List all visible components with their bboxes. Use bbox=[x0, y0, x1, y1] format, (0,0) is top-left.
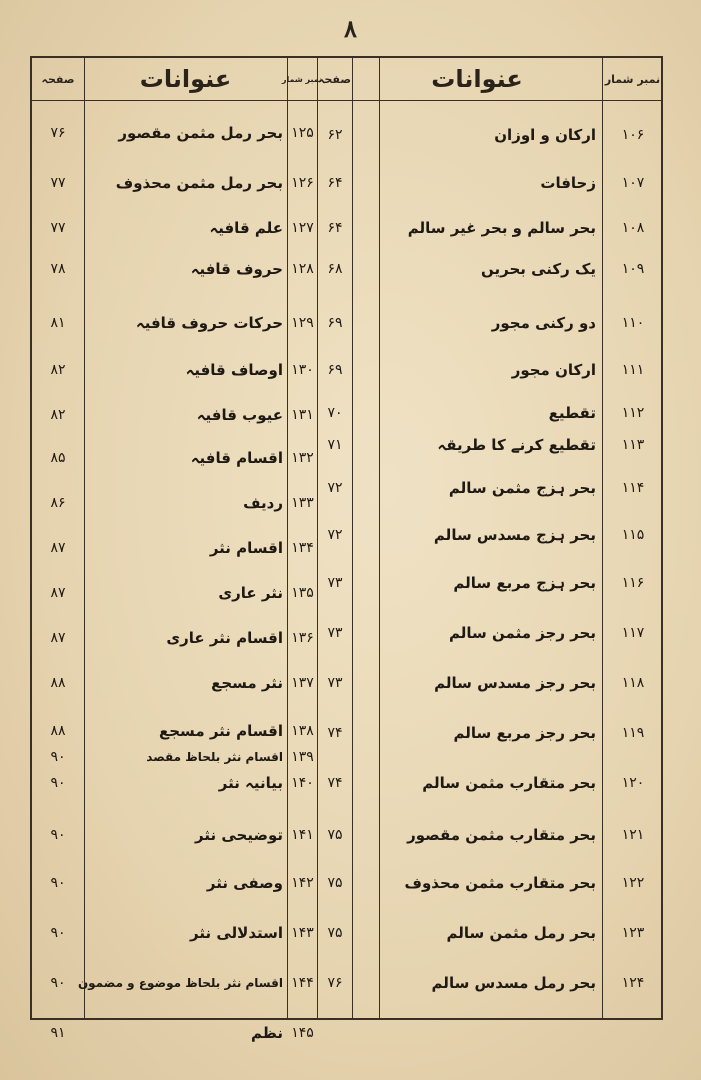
entry-page: ۷۵ bbox=[327, 925, 343, 941]
entry-page: ۷۵ bbox=[327, 827, 343, 843]
entry-page: ۷۴ bbox=[327, 725, 343, 741]
entry-serial: ۱۳۹ bbox=[291, 749, 314, 765]
entry-serial: ۱۲۸ bbox=[291, 261, 314, 277]
entry-title: اقسام نثر مسجع bbox=[159, 722, 283, 740]
entry-title: عیوب قافیہ bbox=[196, 406, 283, 424]
entry-page: ۹۰ bbox=[50, 975, 66, 991]
entry-title: ارکان و اوزان bbox=[494, 126, 596, 144]
entry-serial: ۱۳۲ bbox=[291, 450, 314, 466]
entry-serial: ۱۱۶ bbox=[621, 575, 645, 591]
entry-title: نثر مسجع bbox=[211, 674, 283, 692]
entry-page: ۷۳ bbox=[327, 675, 343, 691]
entry-serial: ۱۴۱ bbox=[291, 827, 314, 843]
entry-serial: ۱۲۴ bbox=[621, 975, 645, 991]
entry-serial: ۱۴۳ bbox=[291, 925, 314, 941]
entry-serial: ۱۴۲ bbox=[291, 875, 314, 891]
entry-title: یک رکنی بحریں bbox=[481, 260, 596, 278]
entry-serial: ۱۱۱ bbox=[621, 362, 645, 378]
entry-page: ۸۷ bbox=[50, 540, 66, 556]
entry-page: ۹۰ bbox=[50, 775, 66, 791]
entry-title: نظم bbox=[250, 1024, 283, 1042]
entry-serial: ۱۳۶ bbox=[291, 630, 314, 646]
entry-title: تقطیع bbox=[548, 404, 596, 422]
entry-page: ۸۶ bbox=[50, 495, 66, 511]
entry-page: ۶۹ bbox=[327, 362, 343, 378]
entry-serial: ۱۲۲ bbox=[621, 875, 645, 891]
entry-serial: ۱۲۱ bbox=[621, 827, 645, 843]
entry-page: ۷۶ bbox=[327, 975, 343, 991]
entry-title: اقسام قافیہ bbox=[190, 449, 283, 467]
entry-page: ۷۷ bbox=[50, 220, 66, 236]
entry-page: ۷۰ bbox=[327, 405, 343, 421]
entry-page: ۹۰ bbox=[50, 827, 66, 843]
entry-serial: ۱۲۷ bbox=[291, 220, 314, 236]
entry-title: اقسام نثر بلحاظ مقصد bbox=[146, 750, 283, 764]
entry-serial: ۱۱۴ bbox=[621, 480, 645, 496]
entry-serial: ۱۱۳ bbox=[621, 437, 645, 453]
entry-serial: ۱۳۰ bbox=[291, 362, 314, 378]
entry-page: ۷۲ bbox=[327, 527, 343, 543]
entry-page: ۸۲ bbox=[50, 362, 66, 378]
entry-page: ۶۸ bbox=[327, 261, 343, 277]
entry-title: حرکات حروف قافیہ bbox=[135, 314, 283, 332]
entry-serial: ۱۱۲ bbox=[621, 405, 645, 421]
entry-serial: ۱۳۴ bbox=[291, 540, 314, 556]
entry-page: ۸۸ bbox=[50, 675, 66, 691]
entry-serial: ۱۱۷ bbox=[621, 625, 645, 641]
page-number: ۸ bbox=[344, 14, 357, 43]
entry-serial: ۱۰۸ bbox=[621, 220, 645, 236]
entry-title: ارکان مجور bbox=[511, 361, 596, 379]
entry-page: ۷۳ bbox=[327, 575, 343, 591]
entry-serial: ۱۳۵ bbox=[291, 585, 314, 601]
entry-page: ۷۵ bbox=[327, 875, 343, 891]
entry-title: ردیف bbox=[243, 494, 283, 512]
column-divider bbox=[84, 58, 85, 1018]
right-serial-header: نمبر شمار bbox=[604, 72, 661, 86]
column-divider bbox=[287, 58, 288, 1018]
column-divider bbox=[352, 58, 353, 1018]
entry-title: بیانیہ نثر bbox=[218, 774, 283, 792]
entry-title: وصفی نثر bbox=[206, 874, 283, 892]
entry-serial: ۱۴۰ bbox=[291, 775, 314, 791]
entry-page: ۹۰ bbox=[50, 925, 66, 941]
left-serial-header: نمبر شمار bbox=[281, 74, 323, 84]
entry-serial: ۱۱۰ bbox=[621, 315, 645, 331]
entry-title: بحر رمل مثمن محذوف bbox=[115, 174, 283, 192]
entry-serial: ۱۲۵ bbox=[291, 125, 314, 141]
entry-serial: ۱۳۱ bbox=[291, 407, 314, 423]
entry-title: حروف قافیہ bbox=[190, 260, 283, 278]
entry-page: ۷۲ bbox=[327, 480, 343, 496]
entry-serial: ۱۴۵ bbox=[291, 1025, 314, 1041]
entry-serial: ۱۴۴ bbox=[291, 975, 314, 991]
entry-title: علم قافیہ bbox=[209, 219, 283, 237]
entry-serial: ۱۱۸ bbox=[621, 675, 645, 691]
entry-title: بحر متقارب مثمن مقصور bbox=[407, 826, 596, 844]
right-page-header: صفحہ bbox=[318, 72, 351, 86]
entry-page: ۸۷ bbox=[50, 630, 66, 646]
entry-title: بحر رجز مربع سالم bbox=[453, 724, 596, 742]
index-table bbox=[30, 56, 663, 1042]
entry-page: ۹۱ bbox=[50, 1025, 66, 1041]
entry-title: بحر ہزج مسدس سالم bbox=[433, 526, 596, 544]
entry-page: ۷۴ bbox=[327, 775, 343, 791]
entry-title: اقسام نثر bbox=[209, 539, 283, 557]
entry-title: اقسام نثر بلحاظ موضوع و مضمون bbox=[77, 976, 283, 990]
entry-serial: ۱۰۷ bbox=[621, 175, 645, 191]
entry-page: ۸۱ bbox=[50, 315, 66, 331]
entry-title: بحر رمل مسدس سالم bbox=[431, 974, 596, 992]
left-title-header: عنوانات bbox=[139, 65, 232, 93]
entry-title: زحافات bbox=[540, 174, 596, 192]
entry-title: بحر رمل مثمن مقصور bbox=[118, 124, 283, 142]
column-divider bbox=[379, 58, 380, 1018]
entry-serial: ۱۲۹ bbox=[291, 315, 314, 331]
entry-serial: ۱۲۶ bbox=[291, 175, 314, 191]
entry-page: ۹۰ bbox=[50, 749, 66, 765]
entry-serial: ۱۱۵ bbox=[621, 527, 645, 543]
entry-title: توضیحی نثر bbox=[195, 826, 283, 844]
entry-title: استدلالی نثر bbox=[190, 924, 283, 942]
entry-page: ۶۴ bbox=[327, 175, 343, 191]
entry-serial: ۱۲۳ bbox=[621, 925, 645, 941]
entry-title: اوصاف قافیہ bbox=[185, 361, 283, 379]
entry-serial: ۱۲۰ bbox=[621, 775, 645, 791]
entry-title: بحر متقارب مثمن محذوف bbox=[404, 874, 596, 892]
entry-page: ۷۶ bbox=[50, 125, 66, 141]
entry-title: نثر عاری bbox=[218, 584, 283, 602]
entry-page: ۷۳ bbox=[327, 625, 343, 641]
entry-page: ۶۲ bbox=[327, 127, 343, 143]
entry-page: ۷۷ bbox=[50, 175, 66, 191]
header-divider bbox=[32, 100, 661, 101]
entry-serial: ۱۳۸ bbox=[291, 723, 314, 739]
entry-page: ۹۰ bbox=[50, 875, 66, 891]
entry-page: ۶۹ bbox=[327, 315, 343, 331]
entry-serial: ۱۰۹ bbox=[621, 261, 645, 277]
entry-page: ۶۴ bbox=[327, 220, 343, 236]
entry-page: ۷۱ bbox=[327, 437, 343, 453]
entry-page: ۸۵ bbox=[50, 450, 66, 466]
entry-page: ۸۲ bbox=[50, 407, 66, 423]
entry-title: بحر سالم و بحر غیر سالم bbox=[407, 219, 596, 237]
right-title-header: عنوانات bbox=[431, 65, 523, 93]
entry-title: اقسام نثر عاری bbox=[166, 629, 283, 647]
entry-page: ۷۸ bbox=[50, 261, 66, 277]
entry-page: ۸۸ bbox=[50, 723, 66, 739]
entry-serial: ۱۱۹ bbox=[621, 725, 645, 741]
column-divider bbox=[317, 58, 318, 1018]
entry-title: بحر ہزج مربع سالم bbox=[453, 574, 596, 592]
entry-title: بحر ہزج مثمن سالم bbox=[448, 479, 596, 497]
entry-title: بحر رجز مثمن سالم bbox=[449, 624, 596, 642]
entry-serial: ۱۰۶ bbox=[621, 127, 645, 143]
entry-title: تقطیع کرنے کا طریقہ bbox=[437, 436, 596, 454]
entry-page: ۸۷ bbox=[50, 585, 66, 601]
column-divider bbox=[602, 58, 603, 1018]
left-page-header: صفحہ bbox=[41, 72, 75, 86]
entry-serial: ۱۳۳ bbox=[291, 495, 314, 511]
entry-title: بحر رمل مثمن سالم bbox=[446, 924, 596, 942]
entry-title: دو رکنی مجور bbox=[491, 314, 596, 332]
entry-title: بحر متقارب مثمن سالم bbox=[422, 774, 596, 792]
entry-title: بحر رجز مسدس سالم bbox=[434, 674, 596, 692]
entry-serial: ۱۳۷ bbox=[291, 675, 314, 691]
